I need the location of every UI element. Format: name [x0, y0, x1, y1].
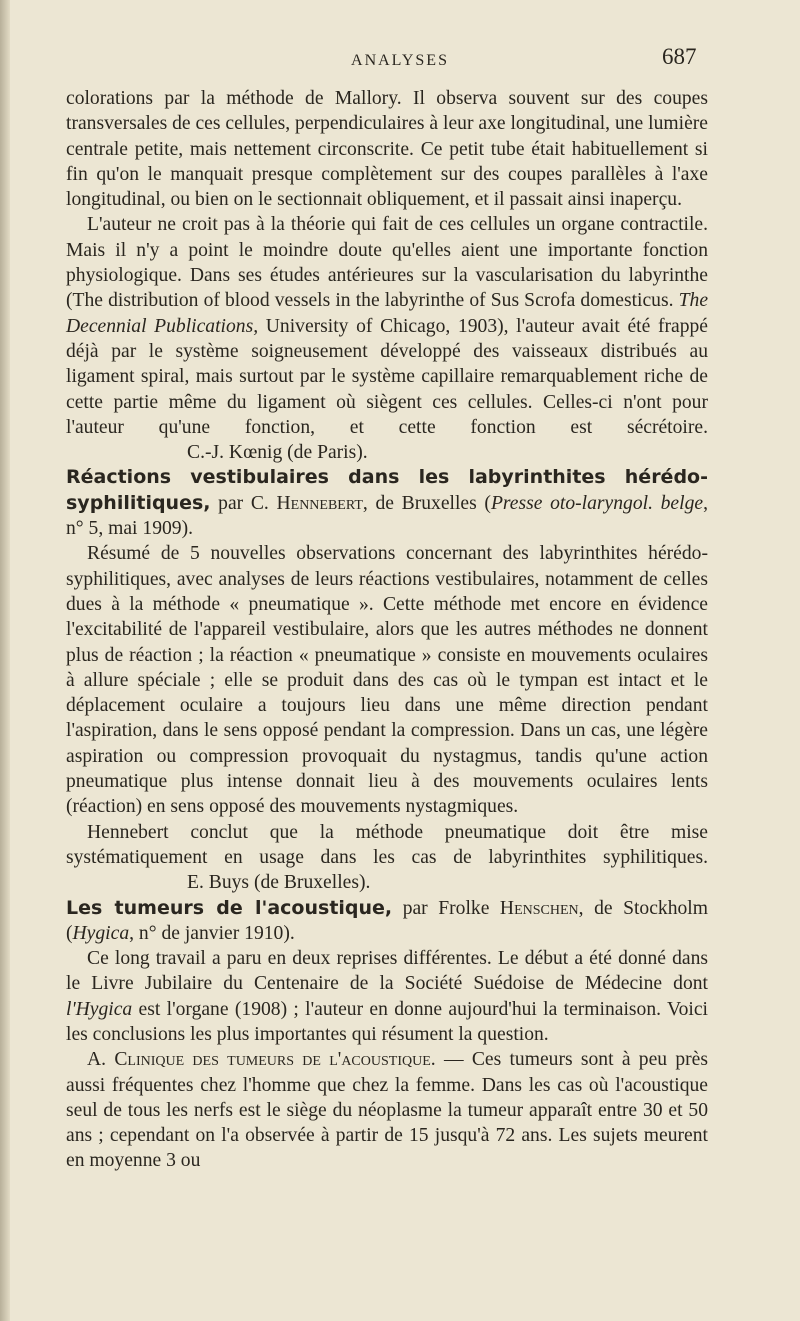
paragraph-auteur: L'auteur ne croit pas à la théorie qui fait de ces cellules un organe contractile. Mais il n'y a point le moindre doute qu'elles aient une importante fonction physiologique. Dans ses études antérieures sur la vascularisation du labyrinthe (The distribution of blood vessels in the labyrinthe of Sus Scrofa domesticus. The Decennial Publications, University of Chicago, 1903), l'auteur avait été frappé déjà par le système soigneusement développé des vaisseaux distribués au ligament spiral, mais surtout par le système capillaire remarquablement riche de cette partie même du ligament où siègent ces cellules. Celles-ci n'ont pour l'auteur qu'une fonction, et cette fonction est sécrétoire.C.-J. Kœnig (de Paris). — [66, 212, 708, 465]
article-body — [66, 86, 708, 1174]
paragraph-clinique: A. Clinique des tumeurs de l'acoustique. — Ces tumeurs sont à peu près aussi fréquentes chez l'homme que chez la femme. Dans les cas où l'acoustique seul de tous les nerfs est le siège du néoplasme la tumeur apparaît entre 30 et 50 ans ; cependant on l'a observée à partir de 15 jusqu'à 72 ans. Les sujets meurent en moyenne 3 ou — [66, 1049, 708, 1172]
page-number: 687 — [662, 44, 697, 69]
paragraph-mallory: colorations par la méthode de Mallory. Il observa souvent sur des coupes transversales de ces cellules, perpendiculaires à leur axe longitudinal, une lumière centrale petite, mais nettement circonscrite. Ce petit tube était habituellement si fin qu'on le manquait presque complètement sur des coupes parallèles à l'axe longitudinal, ou bien on le sectionnait obliquement, et il passait ainsi inaperçu. — [66, 88, 708, 211]
paragraph-conclusion: Hennebert conclut que la méthode pneumatique doit être mise systématiquement en usage dans les cas de labyrinthites syphilitiques.E. Buys (de Bruxelles). — [66, 820, 708, 896]
page-binding-edge — [0, 0, 10, 1321]
page-header — [0, 44, 800, 84]
running-title: ANALYSES — [351, 52, 449, 69]
article-title: Les tumeurs de l'acoustique, — [66, 896, 393, 919]
journal-title: The Decennial Publications, — [66, 290, 709, 337]
article-title: Réactions vestibulaires dans les labyrinthites hérédo-syphilitiques, — [66, 466, 708, 514]
journal-title: Presse oto-laryngol. belge — [490, 492, 704, 514]
author-name: Hennebert — [276, 492, 363, 514]
paragraph-resume: Résumé de 5 nouvelles observations concernant des labyrinthites hérédo-syphilitiques, avec analyses de leurs réactions vestibulaires, notamment de celles dues à la méthode « pneumatique ». Cette méthode met encore en évidence l'excitabilité de l'appareil vestibulaire, alors que les autres méthodes ne donnent plus de réaction ; la réaction « pneumatique » consiste en mouvements oculaires à allure spéciale ; elle se produit dans des cas où le tympan est intact et le déplacement oculaire a toujours lieu dans une même direction pendant l'aspiration, dans le sens opposé pendant la compression. Dans un cas, une légère aspiration ou compression provoquait du nystagmus, tandis qu'une action pneumatique plus intense donnait lieu à des mouvements oculaires lents (réaction) en sens opposé des mouvements nystagmiques. — [66, 543, 708, 818]
author-signature: E. Buys (de Bruxelles). — [187, 872, 371, 894]
author-signature: C.-J. Kœnig (de Paris). — [187, 442, 368, 464]
article-heading: Les tumeurs de l'acoustique, par Frolke Henschen, de Stockholm (Hygica, n° de janvier 1910). — [66, 896, 708, 944]
journal-title: Hygica — [72, 922, 130, 944]
article-heading: Réactions vestibulaires dans les labyrinthites hérédo-syphilitiques, par C. Hennebert, de Bruxelles (Presse oto-laryngol. belge, n° 5, mai 1909). — [66, 466, 708, 540]
paragraph-travail: Ce long travail a paru en deux reprises différentes. Le début a été donné dans le Livre Jubilaire du Centenaire de la Société Suédoise de Médecine dont l'Hygica est l'organe (1908) ; l'auteur en donne aujourd'hui la terminaison. Voici les conclusions les plus importantes qui résument la question. — [66, 948, 708, 1045]
journal-title: l'Hygica — [66, 998, 133, 1020]
section-label: A. Clinique des tumeurs de l'acoustique. — [87, 1049, 436, 1071]
author-name: Henschen — [499, 897, 579, 919]
